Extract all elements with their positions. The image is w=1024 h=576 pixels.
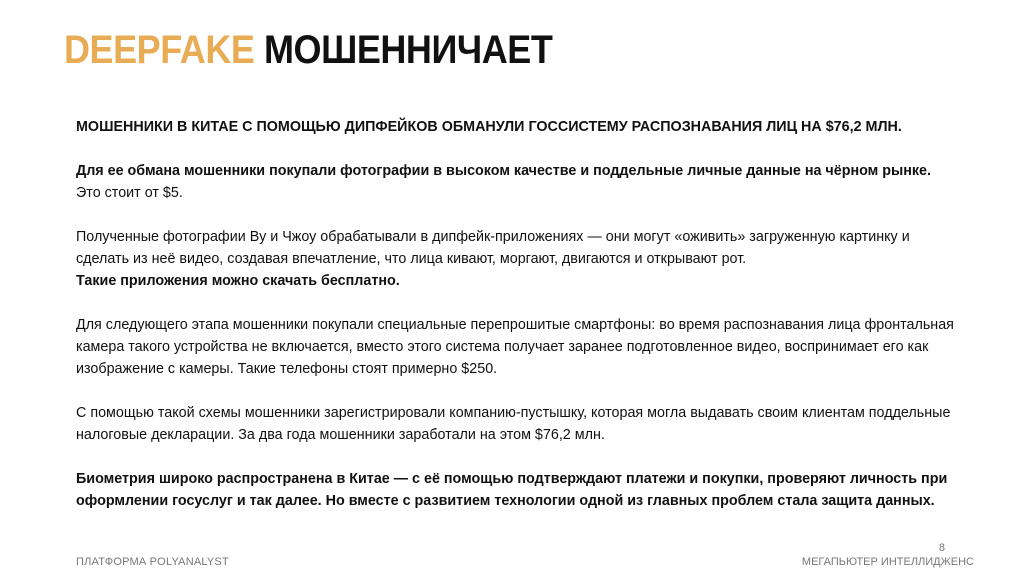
slide-title: [64, 26, 552, 74]
paragraph-5-bold: Биометрия широко распространена в Китае — с её помощью подтверждают платежи и покупки, проверяют личность при оформлении госуслуг и так далее. Но вместе с развитием технологии одной из главных проблем стала защита данных.: [76, 470, 948, 509]
paragraph-1: [76, 160, 955, 204]
paragraph-1-rest: Это стоит от $5.: [76, 184, 183, 201]
slide-body: [76, 116, 955, 512]
paragraph-4-text: С помощью такой схемы мошенники зарегистрировали компанию-пустышку, которая могла выдавать своим клиентам поддельные налоговые декларации. За два года мошенники заработали на этом $76,2 млн.: [76, 404, 951, 443]
paragraph-2-bold: Такие приложения можно скачать бесплатно.: [76, 272, 400, 289]
title-accent: DEEPFAKE: [64, 28, 255, 72]
paragraph-1-bold: Для ее обмана мошенники покупали фотографии в высоком качестве и поддельные личные данные на чёрном рынке.: [76, 162, 932, 179]
paragraph-2: [76, 226, 955, 292]
paragraph-3: [76, 314, 955, 380]
paragraph-2-text: Полученные фотографии Ву и Чжоу обрабатывали в дипфейк-приложениях — они могут «оживить» загруженную картинку и сделать из неё видео, создавая впечатление, что лица кивают, моргают, двигаются и открывают рот.: [76, 228, 910, 267]
headline-paragraph: [76, 116, 955, 138]
footer-right: МЕГАПЬЮТЕР ИНТЕЛЛИДЖЕНС: [801, 556, 974, 568]
page-number: 8: [938, 542, 945, 554]
paragraph-4: [76, 402, 955, 446]
paragraph-3-text: Для следующего этапа мошенники покупали специальные перепрошитые смартфоны: во время распознавания лица фронтальная камера такого устройства не включается, вместо этого система получает заранее подготовленное видео, воспринимает его как изображение с камеры. Такие телефоны стоят примерно $250.: [76, 316, 954, 377]
paragraph-5: [76, 468, 955, 512]
headline: МОШЕННИКИ В КИТАЕ С ПОМОЩЬЮ ДИПФЕЙКОВ ОБМАНУЛИ ГОССИСТЕМУ РАСПОЗНАВАНИЯ ЛИЦ НА $76,2 МЛН.: [76, 118, 902, 135]
footer-left: ПЛАТФОРМА POLYANALYST: [76, 556, 229, 568]
title-rest: МОШЕННИЧАЕТ: [254, 28, 553, 72]
